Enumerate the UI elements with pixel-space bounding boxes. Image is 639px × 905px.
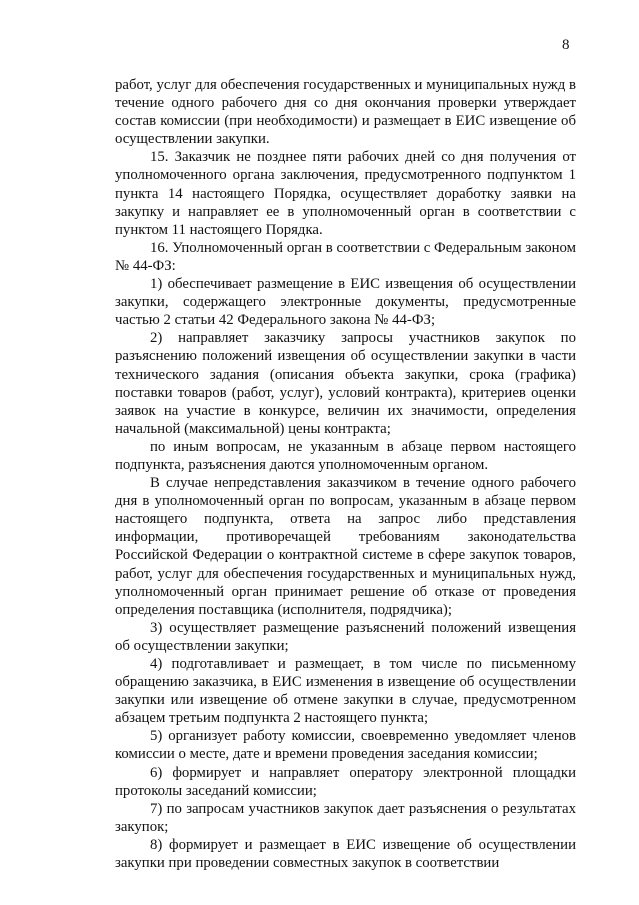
subitem-7: 7) по запросам участников закупок дает разъяснения о результатах закупок; bbox=[115, 800, 576, 835]
subitem-2: 2) направляет заказчику запросы участников закупок по разъяснению положений извещения об осуществлении закупки в части технического задания (описания объекта закупки, срока (графика) поставки товаров (работ, услуг), условий контракта), критериев оценки заявок на участие в конкурсе, величин их значимости, определения начальной (максимальной) цены контракта; bbox=[115, 330, 576, 437]
subitem-6: 6) формирует и направляет оператору электронной площадки протоколы заседаний комиссии; bbox=[115, 764, 576, 799]
subitem-3: 3) осуществляет размещение разъяснений положений извещения об осуществлении закупки; bbox=[115, 619, 576, 654]
document-body bbox=[115, 76, 576, 872]
paragraph-item-16: 16. Уполномоченный орган в соответствии с Федеральным законом № 44-ФЗ: bbox=[115, 239, 576, 274]
subitem-5: 5) организует работу комиссии, своевременно уведомляет членов комиссии о месте, дате и времени проведения заседания комиссии; bbox=[115, 728, 576, 763]
page-number: 8 bbox=[562, 37, 570, 53]
paragraph-item-15: 15. Заказчик не позднее пяти рабочих дней со дня получения от уполномоченного органа заключения, предусмотренного подпунктом 1 пункта 14 настоящего Порядка, осуществляет доработку заявки на закупку и направляет ее в уполномоченный орган в соответствии с пунктом 11 настоящего Порядка. bbox=[115, 149, 576, 238]
paragraph-continuation: работ, услуг для обеспечения государственных и муниципальных нужд в течение одного рабочего дня со дня окончания проверки утверждает состав комиссии (при необходимости) и размещает в ЕИС извещение об осуществлении закупки. bbox=[115, 77, 576, 148]
subitem-2-nonresponse: В случае непредставления заказчиком в течение одного рабочего дня в уполномоченный орган по вопросам, указанным в абзаце первом настоящего подпункта, ответа на запрос либо представления информации, противоречащей требованиям законодательства Российской Федерации о контрактной системе в сфере закупок товаров, работ, услуг для обеспечения государственных и муниципальных нужд, уполномоченный орган принимает решение об отказе от проведения определения поставщика (исполнителя, подрядчика); bbox=[115, 475, 576, 618]
subitem-1: 1) обеспечивает размещение в ЕИС извещения об осуществлении закупки, содержащего электронные документы, предусмотренные частью 2 статьи 42 Федерального закона № 44-ФЗ; bbox=[115, 276, 576, 329]
subitem-2-other-questions: по иным вопросам, не указанным в абзаце первом настоящего подпункта, разъяснения даются уполномоченным органом. bbox=[115, 438, 576, 473]
subitem-8: 8) формирует и размещает в ЕИС извещение об осуществлении закупки при проведении совместных закупок в соответствии bbox=[115, 836, 576, 872]
subitem-4: 4) подготавливает и размещает, в том числе по письменному обращению заказчика, в ЕИС изменения в извещение об осуществлении закупки или извещение об отмене закупки в случае, предусмотренном абзацем третьим подпункта 2 настоящего пункта; bbox=[115, 656, 576, 727]
